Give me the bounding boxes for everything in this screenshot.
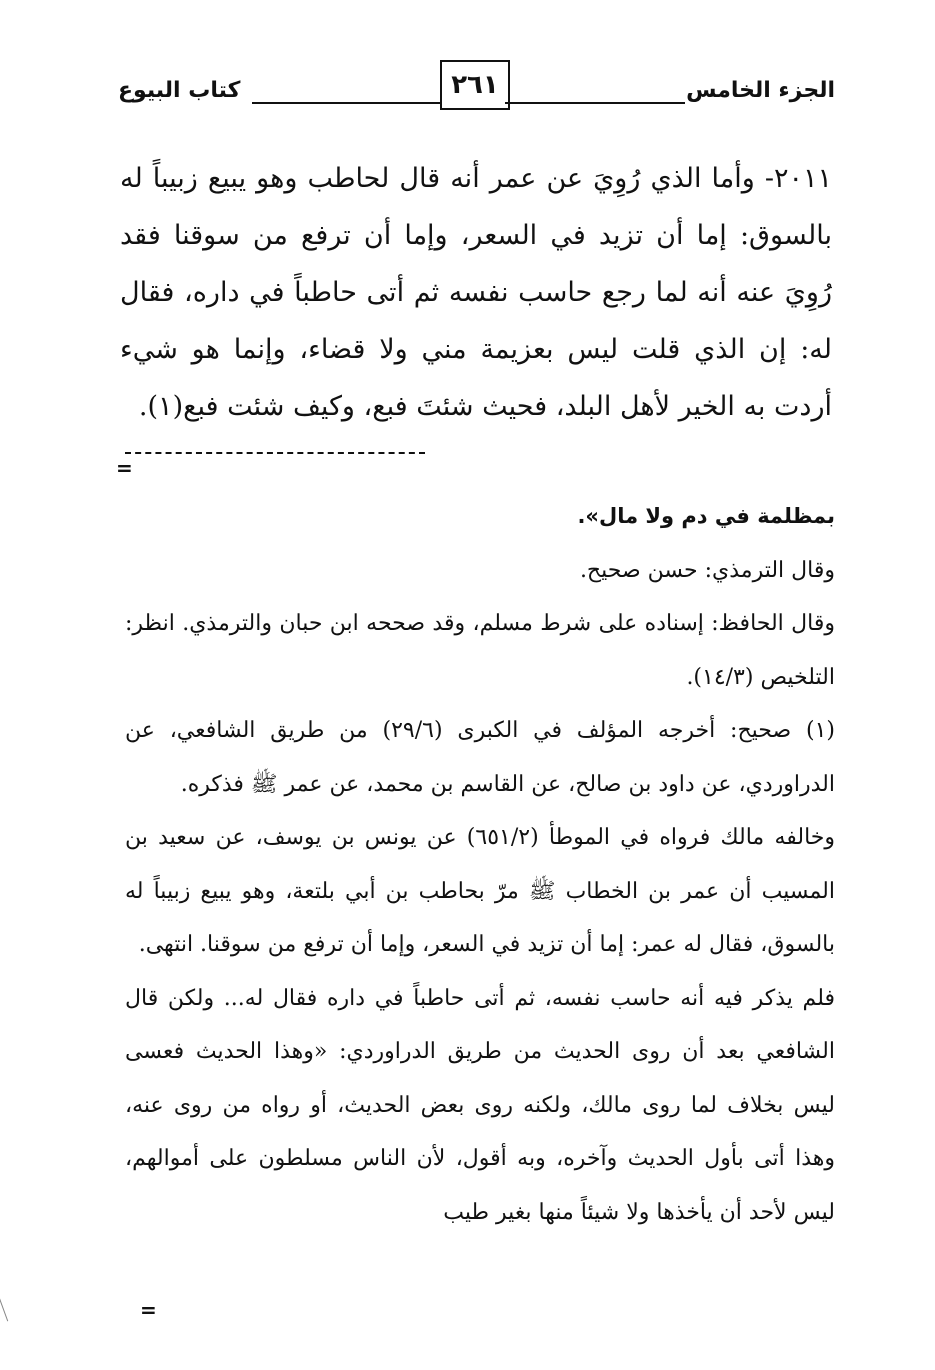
continuation-mark-top: = [116,456,133,480]
page-number: ٢٦١ [440,60,510,110]
hadith-paragraph: ٢٠١١- وأما الذي رُوِيَ عن عمر أنه قال لحاطب وهو يبيع زبيباً له بالسوق: إما أن تزيد في السعر، وإما أن ترفع من سوقنا فقد رُوِيَ عنه أنه لما رجع حاسب نفسه ثم أتى حاطباً في داره، فقال له: إن الذي قلت ليس بعزيمة مني ولا قضاء، وإنما هو شيء أردت به الخير لأهل البلد، فحيث شئتَ فبع، وكيف شئت فبع(١). [120,163,832,422]
header-rule-left [252,102,442,104]
footnote-1: (١) صحيح: أخرجه المؤلف في الكبرى (٢٩/٦) من طريق الشافعي، عن الدراوردي، عن داود بن صالح، عن القاسم بن محمد، عن عمر ﷺ فذكره. [125,718,835,797]
footnote-1-shafii: فلم يذكر فيه أنه حاسب نفسه، ثم أتى حاطباً في داره فقال له... ولكن قال الشافعي بعد أن روى الحديث من طريق الدراوردي: «وهذا الحديث فعسى ليس بخلاف لما روى مالك، ولكنه روى بعض الحديث، أو رواه من روى عنه، وهذا أتى بأول الحديث وآخره، وبه أقول، لأن الناس مسلطون على أموالهم، ليس لأحد أن يأخذها ولا شيئاً منها بغير طيب [125,985,835,1225]
footnotes [125,490,835,1239]
footnote-tirmidhi: وقال الترمذي: حسن صحيح. [579,557,835,583]
running-header [110,58,835,128]
header-rule-right [505,102,685,104]
book-title: كتاب البيوع [118,78,241,103]
footnote-hafiz: وقال الحافظ: إسناده على شرط مسلم، وقد صححه ابن حبان والترمذي. انظر: التلخيص (١٤/٣). [125,611,835,690]
footnote-1-malik: وخالفه مالك فرواه في الموطأ (٦٥١/٢) عن يونس بن يوسف، عن سعيد بن المسيب أن عمر بن الخطاب ﷺ مرّ بحاطب بن أبي بلتعة، وهو يبيع زبيباً له بالسوق، فقال له عمر: إما أن تزيد في السعر، وإما أن ترفع من سوقنا. انتهى. [125,825,835,957]
footnote-separator [125,452,425,454]
footnote-carry-over: بمظلمة في دم ولا مال». [577,504,835,528]
main-text [120,150,832,435]
volume-label: الجزء الخامس [686,78,835,103]
scan-edge-mark [0,1279,21,1322]
continuation-mark-bottom: = [140,1298,157,1322]
